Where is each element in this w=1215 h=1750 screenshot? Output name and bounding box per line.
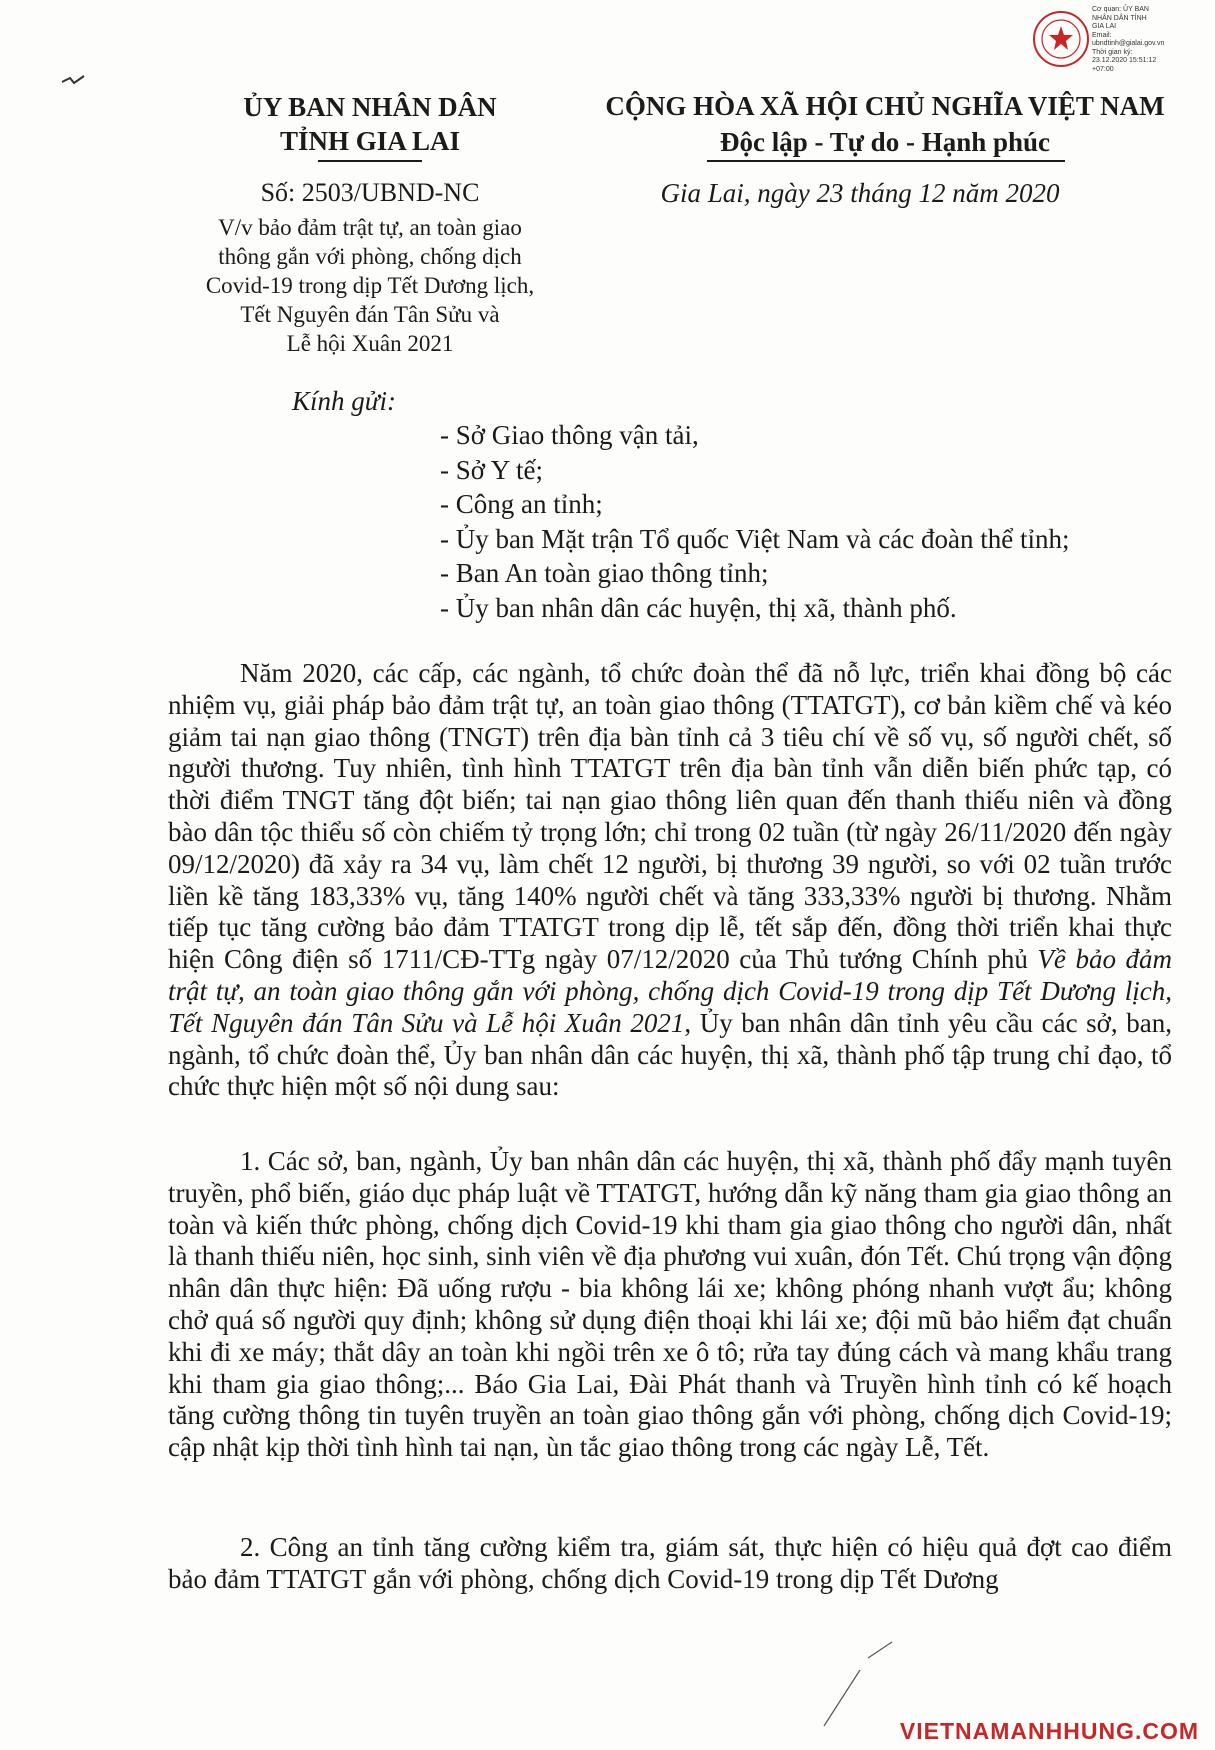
recipient-list: [440, 418, 1069, 625]
signature-line: Thời gian ký:: [1092, 48, 1133, 56]
signature-line: Cơ quan: ỦY BAN: [1092, 6, 1149, 13]
subject-line: Lễ hội Xuân 2021: [286, 331, 454, 356]
motto: Độc lập - Tự do - Hạnh phúc: [719, 127, 1051, 157]
issuing-organization: [200, 90, 540, 158]
signature-line: ubndtinh@gialai.gov.vn: [1092, 40, 1165, 47]
signature-line: +07:00: [1092, 65, 1114, 73]
body-paragraph: 2. Công an tỉnh tăng cường kiểm tra, giám sát, thực hiện có hiệu quả đợt cao điểm bảo đảm TTATGT gắn với phòng, chống dịch Covid-19 trong dịp Tết Dương: [168, 1532, 1172, 1594]
document-number: Số: 2503/UBND-NC: [260, 178, 480, 207]
digital-signature: [1030, 6, 1212, 76]
subject-line: V/v bảo đảm trật tự, an toàn giao: [218, 215, 522, 240]
recipient-item: - Ủy ban nhân dân các huyện, thị xã, thành phố.: [440, 592, 957, 623]
national-header: [585, 88, 1185, 160]
subject-line: thông gắn với phòng, chống dịch: [218, 244, 522, 269]
signature-line: Email:: [1092, 31, 1112, 39]
recipient-item: - Sở Giao thông vận tải,: [440, 420, 699, 450]
document-subject: [170, 213, 570, 358]
pen-stroke: [820, 1640, 900, 1730]
red-seal-icon: [1032, 10, 1090, 68]
body-paragraph: [168, 658, 1172, 1103]
paragraph-text: , Ủy ban nhân dân tỉnh yêu cầu các sở, ban, ngành, tổ chức đoàn thể, Ủy ban nhân dân các huyện, thị xã, thành phố tập trung chỉ đạo, tổ chức thực hiện một số nội dung sau:: [168, 1007, 1172, 1102]
recipient-item: - Công an tỉnh;: [440, 489, 603, 519]
greeting: Kính gửi:: [292, 386, 396, 416]
org-divider: [318, 160, 422, 162]
motto-divider: [707, 160, 1065, 162]
scan-mark: [60, 70, 90, 90]
signature-info: [1092, 6, 1212, 74]
recipient-item: - Sở Y tế;: [440, 454, 544, 485]
subject-line: Tết Nguyên đán Tân Sửu và: [240, 302, 500, 327]
recipient-item: - Ban An toàn giao thông tỉnh;: [440, 558, 769, 588]
body-paragraph: 1. Các sở, ban, ngành, Ủy ban nhân dân các huyện, thị xã, thành phố đẩy mạnh tuyên truyền, phổ biến, giáo dục pháp luật về TTATGT, hướng dẫn kỹ năng tham gia giao thông an toàn và kiến thức phòng, chống dịch Covid-19 khi tham gia giao thông cho người dân, nhất là thanh thiếu niên, học sinh, sinh viên về địa phương vui xuân, đón Tết. Chú trọng vận động nhân dân thực hiện: Đã uống rượu - bia không lái xe; không phóng nhanh vượt ẩu; không chở quá số người quy định; không sử dụng điện thoại khi lái xe; đội mũ bảo hiểm đạt chuẩn khi đi xe máy; thắt dây an toàn khi ngồi trên xe ô tô; rửa tay đúng cách và mang khẩu trang khi tham gia giao thông;... Báo Gia Lai, Đài Phát thanh và Truyền hình tỉnh có kế hoạch tăng cường thông tin tuyên truyền an toàn giao thông gắn với phòng, chống dịch Covid-19; cập nhật kịp thời tình hình tai nạn, ùn tắc giao thông trong các ngày Lễ, Tết.: [168, 1146, 1172, 1463]
signature-line: 23.12.2020 15:51:12: [1092, 57, 1157, 64]
recipient-item: - Ủy ban Mặt trận Tổ quốc Việt Nam và các đoàn thể tỉnh;: [440, 523, 1070, 554]
paragraph-text: Năm 2020, các cấp, các ngành, tổ chức đoàn thể đã nỗ lực, triển khai đồng bộ các nhiệm vụ, giải pháp bảo đảm trật tự, an toàn giao thông (TTATGT), cơ bản kiềm chế và kéo giảm tai nạn giao thông (TNGT) trên địa bàn tỉnh cả 3 tiêu chí về số vụ, số người chết, số người thương. Tuy nhiên, tình hình TTATGT trên địa bàn tỉnh vẫn diễn biến phức tạp, có thời điểm TNGT tăng đột biến; tai nạn giao thông liên quan đến thanh thiếu niên và đồng bào dân tộc thiểu số còn chiếm tỷ trọng lớn; chỉ trong 02 tuần (từ ngày 26/11/2020 đến ngày 09/12/2020) đã xảy ra 34 vụ, làm chết 12 người, bị thương 39 người, so với 02 tuần trước liền kề tăng 183,33% vụ, tăng 140% người chết và tăng 333,33% người bị thương. Nhằm tiếp tục tăng cường bảo đảm TTATGT trong dịp lễ, tết sắp đến, đồng thời triển khai thực hiện Công điện số 1711/CĐ-TTg ngày 07/12/2020 của Thủ tướng Chính phủ: [168, 658, 1172, 975]
watermark: VIETNAMANHHUNG.COM: [899, 1718, 1199, 1744]
dateline: Gia Lai, ngày 23 tháng 12 năm 2020: [660, 178, 1060, 208]
signature-line: GIA LAI: [1092, 23, 1117, 30]
org-line-2: TỈNH GIA LAI: [279, 126, 461, 156]
subject-line: Covid-19 trong dịp Tết Dương lịch,: [205, 273, 535, 298]
nation-title: CỘNG HÒA XÃ HỘI CHỦ NGHĨA VIỆT NAM: [605, 91, 1165, 121]
org-line-1: ỦY BAN NHÂN DÂN: [243, 92, 497, 122]
cited-telegram-title: Về bảo đảm trật tự, an toàn giao thông gắn với phòng, chống dịch Covid-19 trong dịp Tết Dương lịch, Tết Nguyên đán Tân Sửu và Lễ hội Xuân 2021: [168, 944, 1172, 1038]
signature-line: NHÂN DÂN TỈNH: [1092, 14, 1147, 22]
